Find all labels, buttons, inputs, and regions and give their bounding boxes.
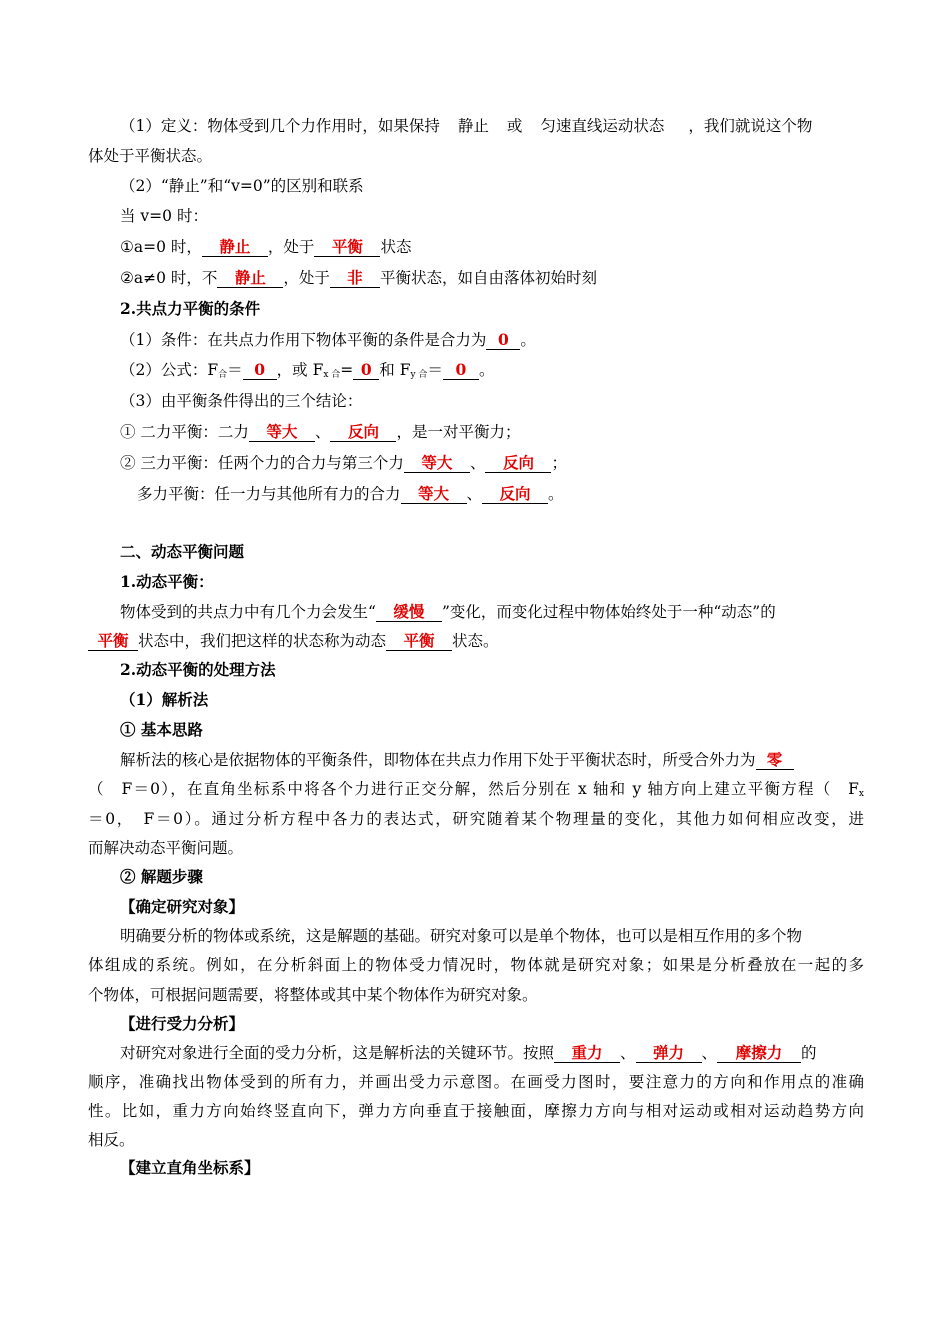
blank-equal-1: 等大	[249, 423, 315, 442]
formula-sub-x: x 合	[323, 370, 341, 380]
heading-dynamic-equilibrium: 1.动态平衡：	[120, 572, 214, 591]
analytic-sub-x: x	[858, 789, 864, 799]
heading-solution-steps: ② 解题步骤	[120, 867, 203, 886]
heading-equilibrium-conditions: 2.共点力平衡的条件	[120, 299, 261, 318]
blank-balance: 平衡	[314, 238, 380, 257]
condition-end: 。	[520, 331, 536, 349]
analytic-line-4: 而解决动态平衡问题。	[88, 839, 244, 857]
three-force-line	[120, 453, 896, 473]
analytic-text-2: （ F＝0），在直角坐标系中将各个力进行正交分解，然后分别在 x 轴和 y 轴方向上建立平衡方程（ F	[88, 780, 859, 798]
analytic-line-2	[88, 779, 864, 804]
blank-friction: 摩擦力	[717, 1044, 801, 1063]
heading-basic-idea: ① 基本思路	[120, 720, 203, 739]
object-text-1: 明确要分析的物体或系统，这是解题的基础。研究对象可以是单个物体，也可以是相互作用的多个物	[120, 927, 803, 945]
analytic-line-1	[88, 750, 864, 770]
definition-text-end: ，我们就说这个物	[688, 117, 813, 135]
blank-gravity: 重力	[554, 1044, 620, 1063]
force-sep-1: 、	[620, 1044, 636, 1062]
dynamic-text-4: 状态。	[452, 632, 499, 650]
formula-text: （2）公式：F	[120, 361, 219, 379]
section-title-dynamic-equilibrium: 二、动态平衡问题	[120, 542, 245, 561]
object-line-2: 体组成的系统。例如，在分析斜面上的物体受力情况时，物体就是研究对象；如果是分析叠放在一起的多	[88, 956, 864, 974]
case-a0-line	[120, 237, 896, 257]
force-line-1	[88, 1043, 864, 1063]
sep-3: 、	[466, 485, 483, 503]
multi-force-text: 多力平衡：任一力与其他所有力的合力	[137, 485, 401, 503]
two-force-line	[120, 422, 896, 442]
three-force-text: ② 三力平衡：任两个力的合力与第三个力	[120, 454, 404, 472]
dynamic-text-3: 状态中，我们把这样的状态称为动态	[138, 632, 387, 650]
two-force-text: ① 二力平衡：二力	[120, 423, 249, 441]
heading-determine-object: 【确定研究对象】	[120, 897, 245, 916]
still-vs-v0-line: （2）“静止”和“v=0”的区别和联系	[120, 177, 364, 195]
formula-or: ，或 F	[276, 361, 324, 379]
case-a0-text: ①a=0 时，	[120, 238, 202, 256]
case-a-nonzero-end: 平衡状态，如自由落体初始时刻	[379, 269, 597, 287]
formula-eq-2: =	[340, 361, 354, 379]
sep-2: 、	[469, 454, 486, 472]
formula-and: 和 F	[379, 361, 411, 379]
definition-or: 或	[506, 117, 523, 135]
case-a-nonzero-mid: ，处于	[283, 269, 330, 287]
object-line-3: 个物体，可根据问题需要，将整体或其中某个物体作为研究对象。	[88, 986, 538, 1004]
condition-text: （1）条件：在共点力作用下物体平衡的条件是合力为	[120, 331, 487, 349]
blank-elastic: 弹力	[636, 1044, 702, 1063]
dynamic-text-1: 物体受到的共点力中有几个力会发生“	[120, 603, 376, 621]
formula-line	[120, 360, 896, 385]
when-v0-line: 当 v=0 时：	[120, 207, 208, 225]
blank-fx-net: 0	[353, 361, 379, 380]
formula-sub-net: 合	[218, 370, 228, 380]
blank-still: 静止	[202, 238, 268, 257]
case-a0-text-end: 状态	[380, 238, 412, 256]
definition-line-1	[88, 116, 864, 136]
heading-coordinate-system: 【建立直角坐标系】	[120, 1158, 260, 1177]
definition-text: （1）定义：物体受到几个力作用时，如果保持	[120, 117, 440, 135]
blank-opposite-1: 反向	[330, 423, 396, 442]
formula-sub-y: y 合	[410, 370, 428, 380]
blank-still-2: 静止	[217, 269, 283, 288]
blank-balance-3: 平衡	[386, 632, 452, 651]
force-line-3: 性。比如，重力方向始终竖直向下，弹力方向垂直于接触面，摩擦力方向与相对运动或相对运动趋势方向	[88, 1102, 864, 1120]
force-text-1: 对研究对象进行全面的受力分析，这是解析法的关键环节。按照	[120, 1044, 555, 1062]
multi-force-line	[137, 484, 913, 504]
force-line-2: 顺序，准确找出物体受到的所有力，并画出受力示意图。在画受力图时，要注意力的方向和作用点的准确	[88, 1073, 864, 1091]
condition-line	[120, 330, 896, 350]
formula-end: 。	[478, 361, 495, 379]
formula-eq-3: ＝	[427, 361, 443, 379]
blank-opposite-3: 反向	[482, 485, 548, 504]
blank-fy-net: 0	[443, 361, 479, 380]
analytic-line-3: ＝0， F＝0）。通过分析方程中各力的表达式，研究随着某个物理量的变化，其他力如何相应改变，进	[88, 810, 864, 828]
heading-methods: 2.动态平衡的处理方法	[120, 660, 276, 679]
dynamic-text-2: ”变化，而变化过程中物体始终处于一种“动态”的	[441, 603, 776, 621]
force-line-4: 相反。	[88, 1131, 135, 1149]
definition-state-still: 静止	[457, 117, 489, 135]
blank-equal-3: 等大	[401, 485, 467, 504]
blank-zero-word: 零	[756, 751, 794, 770]
multi-force-end: 。	[548, 485, 564, 503]
case-a0-text-mid: ，处于	[267, 238, 315, 256]
blank-non: 非	[330, 269, 380, 288]
three-conclusions-line: （3）由平衡条件得出的三个结论：	[120, 392, 363, 410]
force-text-end: 的	[801, 1044, 817, 1062]
blank-f-net: 0	[243, 361, 277, 380]
dynamic-line-2	[88, 631, 864, 651]
blank-opposite-2: 反向	[485, 454, 551, 473]
blank-zero: 0	[486, 331, 520, 350]
heading-force-analysis: 【进行受力分析】	[120, 1014, 245, 1033]
blank-equal-2: 等大	[404, 454, 470, 473]
two-force-end: ，是一对平衡力；	[396, 423, 521, 441]
three-force-end: ；	[551, 454, 567, 472]
formula-eq-1: ＝	[227, 361, 243, 379]
analytic-text-1: 解析法的核心是依据物体的平衡条件，即物体在共点力作用下处于平衡状态时，所受合外力为	[120, 751, 756, 769]
blank-slow: 缓慢	[376, 603, 442, 622]
case-a-nonzero-line	[120, 268, 896, 288]
definition-line-2: 体处于平衡状态。	[88, 147, 213, 165]
blank-balance-2: 平衡	[88, 632, 138, 651]
sep-1: 、	[314, 423, 331, 441]
definition-state-uniform: 匀速直线运动状态	[540, 117, 665, 135]
dynamic-line-1	[88, 602, 864, 622]
case-a-nonzero-text: ②a≠0 时，不	[120, 269, 218, 287]
heading-analytic-method: （1）解析法	[120, 690, 209, 709]
force-sep-2: 、	[701, 1044, 718, 1062]
object-line-1	[88, 926, 864, 946]
